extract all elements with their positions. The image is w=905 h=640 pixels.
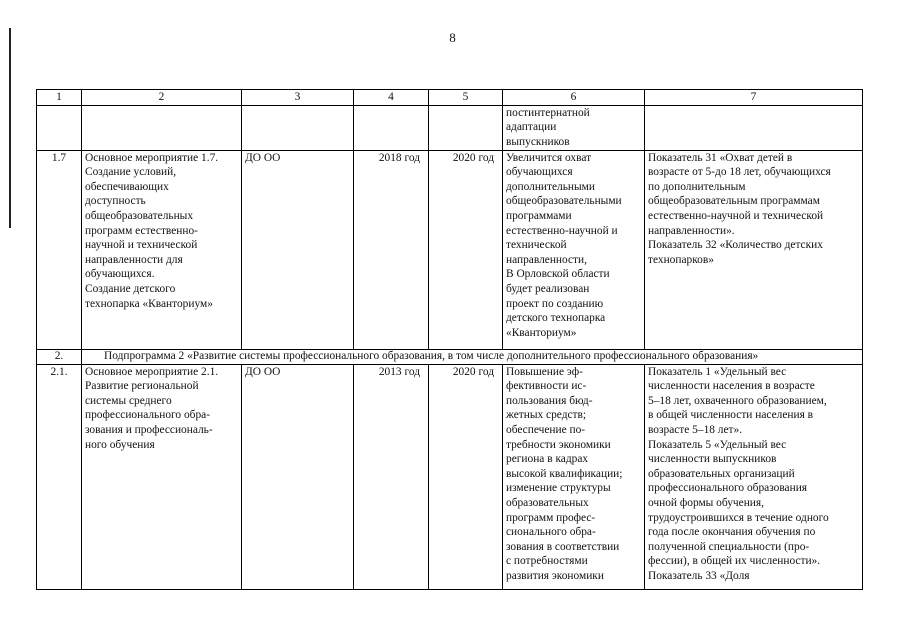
event-cell xyxy=(82,105,242,150)
column-header: 2 xyxy=(82,90,242,106)
column-header: 7 xyxy=(645,90,863,106)
row-number-cell: 2.1. xyxy=(37,364,82,589)
executor-cell: ДО ОО xyxy=(242,364,354,589)
column-header: 4 xyxy=(354,90,429,106)
table-row-continuation xyxy=(37,105,863,150)
result-cell: Повышение эф- фективности ис- пользования бюд- жетных средств; обеспечение по- требности экономики региона в кадрах высокой квалификации; изменение структуры образовательных программ профес- сионального обра- зования в соответствии с потребностями развития экономики xyxy=(503,364,645,589)
start-year-cell xyxy=(354,105,429,150)
executor-cell: ДО ОО xyxy=(242,150,354,349)
end-year-cell xyxy=(429,105,503,150)
column-header-row xyxy=(37,90,863,106)
indicator-cell: Показатель 1 «Удельный вес численности населения в возрасте 5–18 лет, охваченного образованием, в общей численности населения в возрасте 5–18 лет». Показатель 5 «Удельный вес численности выпускников образовательных организаций профессионального образования очной формы обучения, трудоустроившихся в течение одного года после окончания обучения по полученной специальности (про- фессии), в общей их численности». Показатель 33 «Доля xyxy=(645,364,863,589)
page-number: 8 xyxy=(449,30,456,45)
column-header: 5 xyxy=(429,90,503,106)
column-header: 3 xyxy=(242,90,354,106)
table-row-2-1 xyxy=(37,364,863,589)
event-cell: Основное мероприятие 1.7. Создание условий, обеспечивающих доступность общеобразовательных программ естественно- научной и технической направленности для обучающихся. Создание детского технопарка «Кванториум» xyxy=(82,150,242,349)
table-row-1-7 xyxy=(37,150,863,349)
left-margin-rule xyxy=(9,28,11,228)
start-year-cell: 2013 год xyxy=(354,364,429,589)
result-cell: Увеличится охват обучающихся дополнительными общеобразовательными программами естественно-научной и технической направленности, В Орловской области будет реализован проект по созданию детского технопарка «Кванториум» xyxy=(503,150,645,349)
subprogram-title: Подпрограмма 2 «Развитие системы профессионального образования, в том числе дополнительного профессионального образования» xyxy=(82,349,863,364)
result-cell: постинтернатной адаптации выпускников xyxy=(503,105,645,150)
subprogram-number: 2. xyxy=(37,349,82,364)
indicator-cell: Показатель 31 «Охват детей в возрасте от 5-до 18 лет, обучающихся по дополнительным общеобразовательным программам естественно-научной и технической направленности». Показатель 32 «Количество детских технопарков» xyxy=(645,150,863,349)
executor-cell xyxy=(242,105,354,150)
column-header: 1 xyxy=(37,90,82,106)
end-year-cell: 2020 год xyxy=(429,364,503,589)
program-table xyxy=(36,89,863,590)
event-cell: Основное мероприятие 2.1. Развитие региональной системы среднего профессионального обра- зования и профессиональ- ного обучения xyxy=(82,364,242,589)
column-header: 6 xyxy=(503,90,645,106)
start-year-cell: 2018 год xyxy=(354,150,429,349)
indicator-cell xyxy=(645,105,863,150)
row-number-cell: 1.7 xyxy=(37,150,82,349)
end-year-cell: 2020 год xyxy=(429,150,503,349)
row-number-cell xyxy=(37,105,82,150)
subprogram-row xyxy=(37,349,863,364)
